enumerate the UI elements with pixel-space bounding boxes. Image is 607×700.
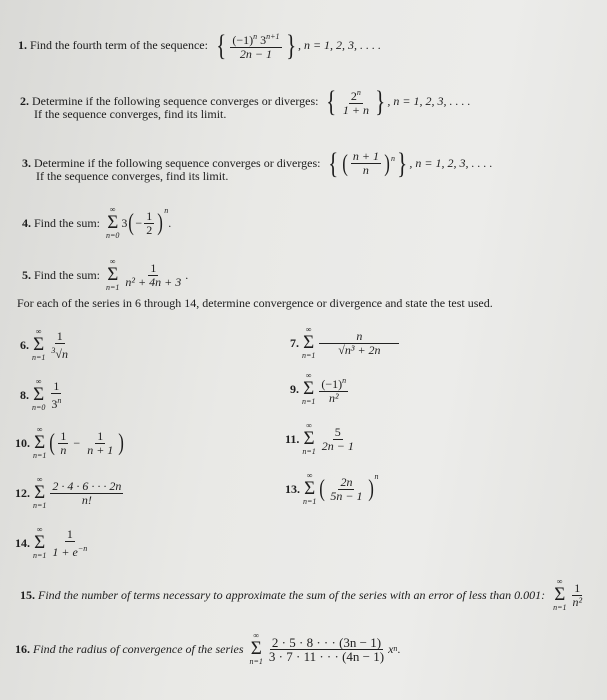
problem-3 xyxy=(22,146,493,184)
upper-limit: ∞ xyxy=(556,577,563,586)
lower-limit: n=1 xyxy=(106,283,120,292)
fraction xyxy=(319,374,348,405)
problem-text: Find the sum: xyxy=(34,215,101,230)
variable-x: x xyxy=(388,641,394,656)
exponent: n+1 xyxy=(266,32,280,41)
denominator: n² xyxy=(572,594,583,609)
period: . xyxy=(168,215,172,230)
summation xyxy=(32,378,45,412)
left-paren: ( xyxy=(128,210,135,236)
numerator: 1 xyxy=(97,428,104,443)
index-range: , n = 1, 2, 3, . . . . xyxy=(409,156,493,170)
problem-number: 7. xyxy=(290,335,299,350)
lower-limit: n=1 xyxy=(302,351,316,360)
index-range: , n = 1, 2, 3, . . . . xyxy=(387,94,471,108)
sigma-symbol: Σ xyxy=(34,482,46,503)
problem-4 xyxy=(22,206,171,240)
right-paren: ) xyxy=(118,430,125,456)
problem-number: 8. xyxy=(20,387,29,402)
lower-limit: n=1 xyxy=(303,497,317,506)
numerator: 1 xyxy=(574,580,581,595)
lower-limit: n=1 xyxy=(553,603,567,612)
problem-10 xyxy=(15,426,125,460)
numerator: 2 xyxy=(350,89,357,103)
left-brace: { xyxy=(216,28,227,62)
sigma-symbol: Σ xyxy=(33,384,45,405)
exponent: n xyxy=(57,395,62,405)
left-brace: { xyxy=(328,146,339,180)
lower-limit: n=1 xyxy=(33,551,47,560)
problem-number: 11. xyxy=(285,431,300,446)
problem-number: 16. xyxy=(15,641,30,656)
lower-limit: n=0 xyxy=(106,231,120,240)
denominator: n² xyxy=(328,390,339,405)
problem-number: 9. xyxy=(290,381,299,396)
denominator: n² + 4n + 3 xyxy=(125,274,182,289)
fraction xyxy=(230,30,281,61)
problem-5 xyxy=(22,258,188,292)
problem-8 xyxy=(20,378,65,412)
upper-limit: ∞ xyxy=(35,327,42,336)
exponent: n xyxy=(164,206,169,215)
problem-text: Determine if the following sequence converges or diverges: xyxy=(34,156,321,170)
exponent: n xyxy=(374,472,379,481)
numerator-part: 3 xyxy=(257,33,267,47)
sigma-symbol: Σ xyxy=(34,432,46,453)
upper-limit: ∞ xyxy=(36,525,43,534)
lower-limit: n=1 xyxy=(32,353,46,362)
numerator: 1 xyxy=(150,260,157,275)
problem-14 xyxy=(15,526,91,560)
summation xyxy=(32,328,45,362)
minus-sign: − xyxy=(73,435,81,450)
sigma-symbol: Σ xyxy=(107,212,119,233)
numerator: 1 xyxy=(53,378,60,393)
denominator: 2n − 1 xyxy=(321,438,354,453)
fraction xyxy=(123,262,183,289)
problem-11 xyxy=(285,422,358,456)
problem-16 xyxy=(15,632,400,666)
period: . xyxy=(397,641,401,656)
exponent: n xyxy=(253,32,258,41)
problem-number: 1. xyxy=(18,38,27,52)
exponent: −n xyxy=(77,543,88,553)
summation xyxy=(33,476,46,510)
fraction xyxy=(50,528,89,559)
problem-text: Find the number of terms necessary to approximate the sum of the series with an error of less than 0.001: xyxy=(38,587,546,602)
numerator: 1 xyxy=(66,526,73,541)
denominator: √n xyxy=(55,346,68,361)
fraction xyxy=(351,150,381,177)
denominator: 1 + n xyxy=(342,103,369,117)
upper-limit: ∞ xyxy=(35,377,42,386)
minus-sign: − xyxy=(135,215,143,230)
problem-number: 2. xyxy=(20,94,29,108)
root-index: 3 xyxy=(51,345,56,355)
fraction xyxy=(49,380,63,411)
problem-number: 12. xyxy=(15,485,30,500)
fraction xyxy=(58,430,68,457)
problem-15 xyxy=(20,578,586,612)
upper-limit: ∞ xyxy=(36,425,43,434)
fraction xyxy=(144,210,154,237)
numerator: n xyxy=(319,330,399,344)
right-paren: ) xyxy=(384,150,390,177)
denominator: 2 xyxy=(146,222,153,237)
summation xyxy=(33,526,46,560)
denominator: 3 xyxy=(51,396,58,411)
problem-number: 13. xyxy=(285,481,300,496)
lower-limit: n=1 xyxy=(33,451,47,460)
problem-6 xyxy=(20,328,72,362)
sigma-symbol: Σ xyxy=(303,332,315,353)
numerator: 2n xyxy=(340,474,353,489)
fraction xyxy=(570,582,584,609)
numerator-part: (−1) xyxy=(232,33,254,47)
upper-limit: ∞ xyxy=(109,205,116,214)
upper-limit: ∞ xyxy=(253,631,260,640)
problem-2 xyxy=(20,86,471,122)
problem-text: Determine if the following sequence converges or diverges: xyxy=(32,94,319,108)
right-brace: } xyxy=(397,146,408,180)
upper-limit: ∞ xyxy=(306,471,313,480)
upper-limit: ∞ xyxy=(305,325,312,334)
fraction xyxy=(319,330,399,357)
right-brace: } xyxy=(375,84,386,118)
exponent: n xyxy=(393,644,398,653)
sigma-symbol: Σ xyxy=(107,264,119,285)
problem-text: Find the radius of convergence of the series xyxy=(33,641,244,656)
denominator: 1 + e xyxy=(52,544,78,559)
exponent: n xyxy=(390,154,395,163)
problem-13 xyxy=(285,472,379,506)
right-paren: ) xyxy=(367,476,374,502)
left-brace: { xyxy=(326,84,337,118)
numerator: 1 xyxy=(60,428,67,443)
problem-subtext: If the sequence converges, find its limit. xyxy=(34,107,227,121)
denominator: n! xyxy=(81,492,92,507)
numerator: n + 1 xyxy=(352,149,379,163)
numerator: 1 xyxy=(146,208,153,223)
left-paren: ( xyxy=(342,150,348,177)
problem-7 xyxy=(290,326,401,360)
fraction xyxy=(320,426,356,453)
fraction xyxy=(85,430,115,457)
upper-limit: ∞ xyxy=(36,475,43,484)
coefficient: 3 xyxy=(121,215,128,230)
numerator: 5 xyxy=(334,424,341,439)
summation xyxy=(106,206,119,240)
summation xyxy=(302,326,315,360)
sigma-symbol: Σ xyxy=(33,334,45,355)
numerator: 2 · 4 · 6 · · · 2n xyxy=(52,478,122,493)
denominator: n + 1 xyxy=(87,442,114,457)
summation xyxy=(303,472,316,506)
lower-limit: n=1 xyxy=(302,397,316,406)
lower-limit: n=1 xyxy=(33,501,47,510)
problem-number: 15. xyxy=(20,587,35,602)
fraction xyxy=(267,636,386,663)
fraction xyxy=(341,86,371,117)
right-paren: ) xyxy=(157,210,164,236)
problem-number: 3. xyxy=(22,156,31,170)
sigma-symbol: Σ xyxy=(304,478,316,499)
instruction-text: For each of the series in 6 through 14, determine convergence or divergence and state the test used. xyxy=(17,296,493,310)
problem-number: 6. xyxy=(20,337,29,352)
fraction xyxy=(49,330,70,361)
problem-number: 4. xyxy=(22,215,31,230)
denominator: 3 · 7 · 11 · · · (4n − 1) xyxy=(268,648,385,664)
period: . xyxy=(185,267,189,282)
fraction xyxy=(328,476,364,503)
problem-12 xyxy=(15,476,125,510)
index-range: , n = 1, 2, 3, . . . . xyxy=(297,38,382,52)
numerator: 1 xyxy=(56,328,63,343)
summation xyxy=(302,372,315,406)
left-paren: ( xyxy=(319,476,326,502)
problem-number: 5. xyxy=(22,267,31,282)
denominator: n xyxy=(60,442,67,457)
problem-1 xyxy=(18,30,381,61)
numerator: 2 · 5 · 8 · · · (3n − 1) xyxy=(271,634,382,650)
exponent: n xyxy=(356,88,361,97)
sigma-symbol: Σ xyxy=(250,638,262,659)
lower-limit: n=1 xyxy=(302,447,316,456)
summation xyxy=(553,578,566,612)
problem-text: Find the fourth term of the sequence: xyxy=(30,38,208,52)
denominator: √n³ + 2n xyxy=(338,342,381,357)
sigma-symbol: Σ xyxy=(303,378,315,399)
problem-number: 10. xyxy=(15,435,30,450)
left-paren: ( xyxy=(49,430,56,456)
sigma-symbol: Σ xyxy=(34,532,46,553)
summation xyxy=(33,426,46,460)
upper-limit: ∞ xyxy=(305,371,312,380)
denominator: 2n − 1 xyxy=(239,47,272,61)
summation xyxy=(302,422,315,456)
problem-text: Find the sum: xyxy=(34,267,101,282)
denominator: 5n − 1 xyxy=(330,488,363,503)
problem-number: 14. xyxy=(15,535,30,550)
exponent: n xyxy=(342,375,347,385)
right-brace: } xyxy=(285,28,296,62)
problem-subtext: If the sequence converges, find its limit. xyxy=(36,169,229,183)
upper-limit: ∞ xyxy=(109,257,116,266)
lower-limit: n=0 xyxy=(32,403,46,412)
denominator: n xyxy=(362,163,369,177)
lower-limit: n=1 xyxy=(249,657,263,666)
upper-limit: ∞ xyxy=(306,421,312,430)
summation xyxy=(106,258,119,292)
sigma-symbol: Σ xyxy=(554,584,566,605)
fraction xyxy=(50,480,123,507)
summation xyxy=(250,632,263,666)
sigma-symbol: Σ xyxy=(303,428,315,449)
numerator: (−1) xyxy=(321,376,343,391)
problem-9 xyxy=(290,372,350,406)
